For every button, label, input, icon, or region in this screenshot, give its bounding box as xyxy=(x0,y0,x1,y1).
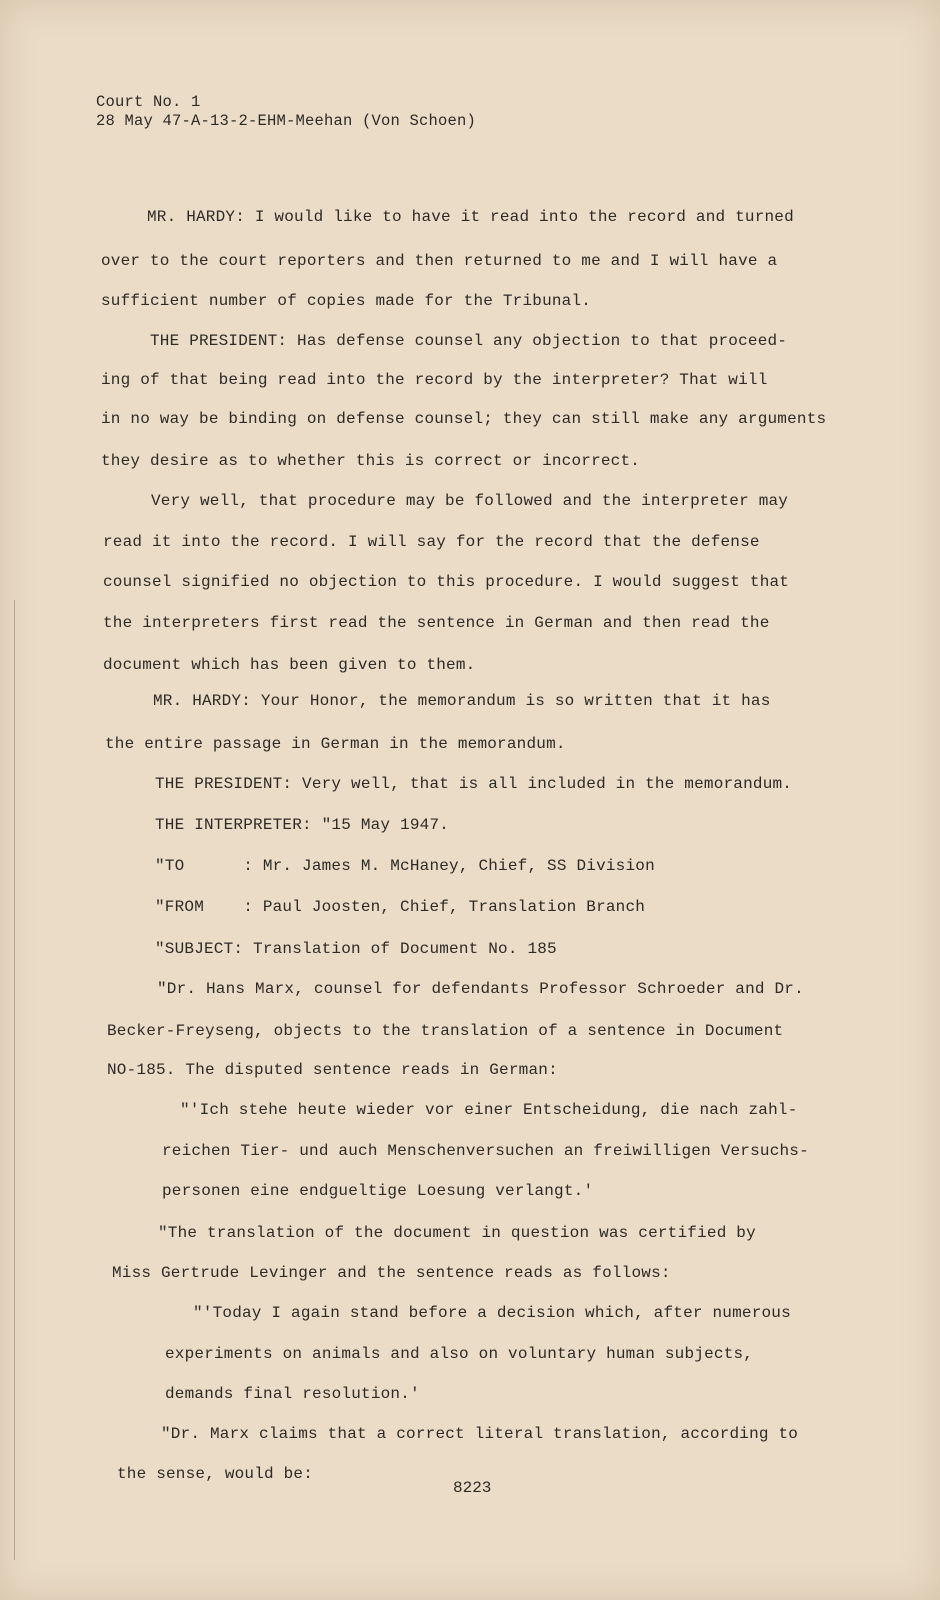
text-line: "FROM : Paul Joosten, Chief, Translation Branch xyxy=(155,898,646,916)
text-line: the sense, would be: xyxy=(117,1465,314,1483)
text-line: THE PRESIDENT: Very well, that is all included in the memorandum. xyxy=(155,775,793,793)
text-line: "TO : Mr. James M. McHaney, Chief, SS Division xyxy=(155,857,655,875)
text-line: counsel signified no objection to this procedure. I would suggest that xyxy=(103,573,790,591)
text-line: "'Ich stehe heute wieder vor einer Entscheidung, die nach zahl- xyxy=(180,1101,798,1119)
text-line: MR. HARDY: Your Honor, the memorandum is so written that it has xyxy=(153,692,771,710)
text-line: "'Today I again stand before a decision which, after numerous xyxy=(193,1304,791,1322)
text-line: experiments on animals and also on voluntary human subjects, xyxy=(165,1345,754,1363)
text-line: document which has been given to them. xyxy=(103,656,476,674)
text-line: ing of that being read into the record by the interpreter? That will xyxy=(101,371,768,389)
text-line: MR. HARDY: I would like to have it read into the record and turned xyxy=(147,208,794,226)
text-line: Miss Gertrude Levinger and the sentence reads as follows: xyxy=(112,1264,671,1282)
text-line: demands final resolution.' xyxy=(165,1385,420,1403)
text-line: the interpreters first read the sentence in German and then read the xyxy=(103,614,770,632)
text-line: "Dr. Marx claims that a correct literal translation, according to xyxy=(161,1425,799,1443)
text-line: "The translation of the document in question was certified by xyxy=(158,1224,756,1242)
text-line: NO-185. The disputed sentence reads in German: xyxy=(107,1061,558,1079)
text-line: sufficient number of copies made for the Tribunal. xyxy=(101,292,592,310)
text-line: THE INTERPRETER: "15 May 1947. xyxy=(155,816,450,834)
text-line: they desire as to whether this is correct or incorrect. xyxy=(101,452,641,470)
text-line: in no way be binding on defense counsel; they can still make any arguments xyxy=(101,410,827,428)
header-court: Court No. 1 xyxy=(96,93,201,111)
text-line: over to the court reporters and then returned to me and I will have a xyxy=(101,252,778,270)
header-reference: 28 May 47-A-13-2-EHM-Meehan (Von Schoen) xyxy=(96,112,477,130)
text-line: "Dr. Hans Marx, counsel for defendants Professor Schroeder and Dr. xyxy=(157,980,804,998)
text-line: Very well, that procedure may be followed and the interpreter may xyxy=(151,492,789,510)
text-line: "SUBJECT: Translation of Document No. 185 xyxy=(155,940,557,958)
text-line: THE PRESIDENT: Has defense counsel any objection to that proceed- xyxy=(150,332,788,350)
left-margin-rule xyxy=(14,600,15,1560)
page-number: 8223 xyxy=(453,1479,492,1497)
text-line: read it into the record. I will say for the record that the defense xyxy=(103,533,760,551)
text-line: Becker-Freyseng, objects to the translation of a sentence in Document xyxy=(107,1022,784,1040)
text-line: personen eine endgueltige Loesung verlangt.' xyxy=(162,1182,594,1200)
text-line: the entire passage in German in the memorandum. xyxy=(105,735,566,753)
text-line: reichen Tier- und auch Menschenversuchen an freiwilligen Versuchs- xyxy=(162,1142,809,1160)
